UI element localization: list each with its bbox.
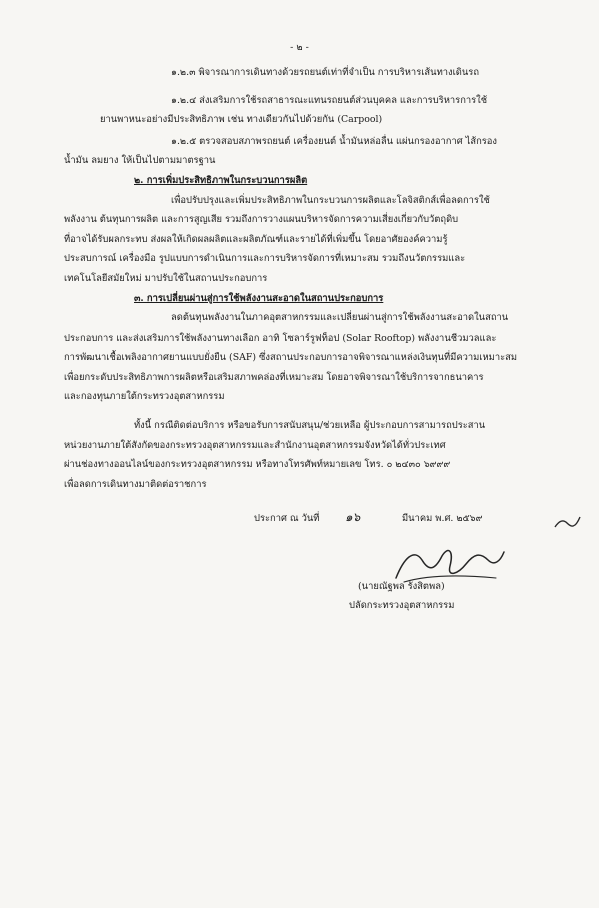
- announce-month-year: มีนาคม พ.ศ. ๒๕๖๙: [402, 513, 483, 524]
- measure-1-2-5-line-1: ๑.๒.๕ ตรวจสอบสภาพรถยนต์ เครื่องยนต์ น้ำมันหล่อลื่น แผ่นกรองอากาศ ไส้กรอง: [171, 136, 498, 147]
- section-2-line: ที่อาจได้รับผลกระทบ ส่งผลให้เกิดผลผลิตและผลิตภัณฑ์และรายได้ที่เพิ่มขึ้น โดยอาศัยองค์ความรู้: [64, 234, 448, 245]
- contact-line: ผ่านช่องทางออนไลน์ของกระทรวงอุตสาหกรรม หรือทางโทรศัพท์หมายเลข โทร. ๐ ๒๔๓๐ ๖๙๙๙: [64, 459, 451, 470]
- measure-1-2-4-line-2: ยานพาหนะอย่างมีประสิทธิภาพ เช่น ทางเดียวกันไปด้วยกัน (Carpool): [100, 114, 383, 125]
- announce-prefix: ประกาศ ณ วันที่: [254, 513, 320, 524]
- pen-mark-icon: [553, 511, 583, 533]
- section-3-line: ลดต้นทุนพลังงานในภาคอุตสาหกรรมและเปลี่ยนผ่านสู่การใช้พลังงานสะอาดในสถาน: [171, 312, 509, 323]
- contact-line: ทั้งนี้ กรณีติดต่อบริการ หรือขอรับการสนับสนุน/ช่วยเหลือ ผู้ประกอบการสามารถประสาน: [134, 420, 486, 431]
- section-2-heading: ๒. การเพิ่มประสิทธิภาพในกระบวนการผลิต: [134, 175, 308, 186]
- handwritten-signature: [384, 538, 509, 586]
- section-2-line: พลังงาน ต้นทุนการผลิต และการสูญเสีย รวมถึงการวางแผนบริหารจัดการความเสี่ยงเกี่ยวกับวัตถุดิบ: [64, 214, 459, 225]
- signatory-name: (นายณัฐพล รังสิตพล): [358, 581, 445, 592]
- contact-line: เพื่อลดการเดินทางมาติดต่อราชการ: [64, 479, 207, 490]
- contact-line: หน่วยงานภายใต้สังกัดของกระทรวงอุตสาหกรรมและสำนักงานอุตสาหกรรมจังหวัดได้ทั่วประเทศ: [64, 440, 446, 451]
- measure-1-2-4-line-1: ๑.๒.๔ ส่งเสริมการใช้รถสาธารณะแทนรถยนต์ส่วนบุคคล และการบริหารการใช้: [171, 95, 488, 106]
- section-3-line: การพัฒนาเชื้อเพลิงอากาศยานแบบยั่งยืน (SAF) ซึ่งสถานประกอบการอาจพิจารณาแหล่งเงินทุนที่มีความเหมาะสม: [64, 352, 518, 363]
- announce-day: ๑๖: [345, 510, 361, 524]
- measure-1-2-5-line-2: น้ำมัน ลมยาง ให้เป็นไปตามมาตรฐาน: [64, 155, 216, 166]
- signatory-position: ปลัดกระทรวงอุตสาหกรรม: [349, 600, 455, 611]
- section-3-line: ประกอบการ และส่งเสริมการใช้พลังงานทางเลือก อาทิ โซลาร์รูฟท็อป (Solar Rooftop) พลังงานชีวมวลและ: [64, 333, 497, 344]
- section-3-line: เพื่อยกระดับประสิทธิภาพการผลิตหรือเสริมสภาพคล่องที่เหมาะสม โดยอาจพิจารณาใช้บริการจากธนาคาร: [64, 372, 484, 383]
- section-2-line: ประสบการณ์ เครื่องมือ รูปแบบการดำเนินการและการบริหารจัดการที่เหมาะสม รวมถึงนวัตกรรมและ: [64, 253, 466, 264]
- section-3-line: และกองทุนภายใต้กระทรวงอุตสาหกรรม: [64, 391, 225, 402]
- page-number: - ๒ -: [290, 42, 309, 53]
- measure-1-2-3: ๑.๒.๓ พิจารณาการเดินทางด้วยรถยนต์เท่าที่จำเป็น การบริหารเส้นทางเดินรถ: [171, 67, 480, 78]
- section-2-line: เทคโนโลยีสมัยใหม่ มาปรับใช้ในสถานประกอบการ: [64, 273, 268, 284]
- section-2-line: เพื่อปรับปรุงและเพิ่มประสิทธิภาพในกระบวนการผลิตและโลจิสติกส์เพื่อลดการใช้: [171, 195, 490, 206]
- section-3-heading: ๓. การเปลี่ยนผ่านสู่การใช้พลังงานสะอาดในสถานประกอบการ: [134, 293, 384, 304]
